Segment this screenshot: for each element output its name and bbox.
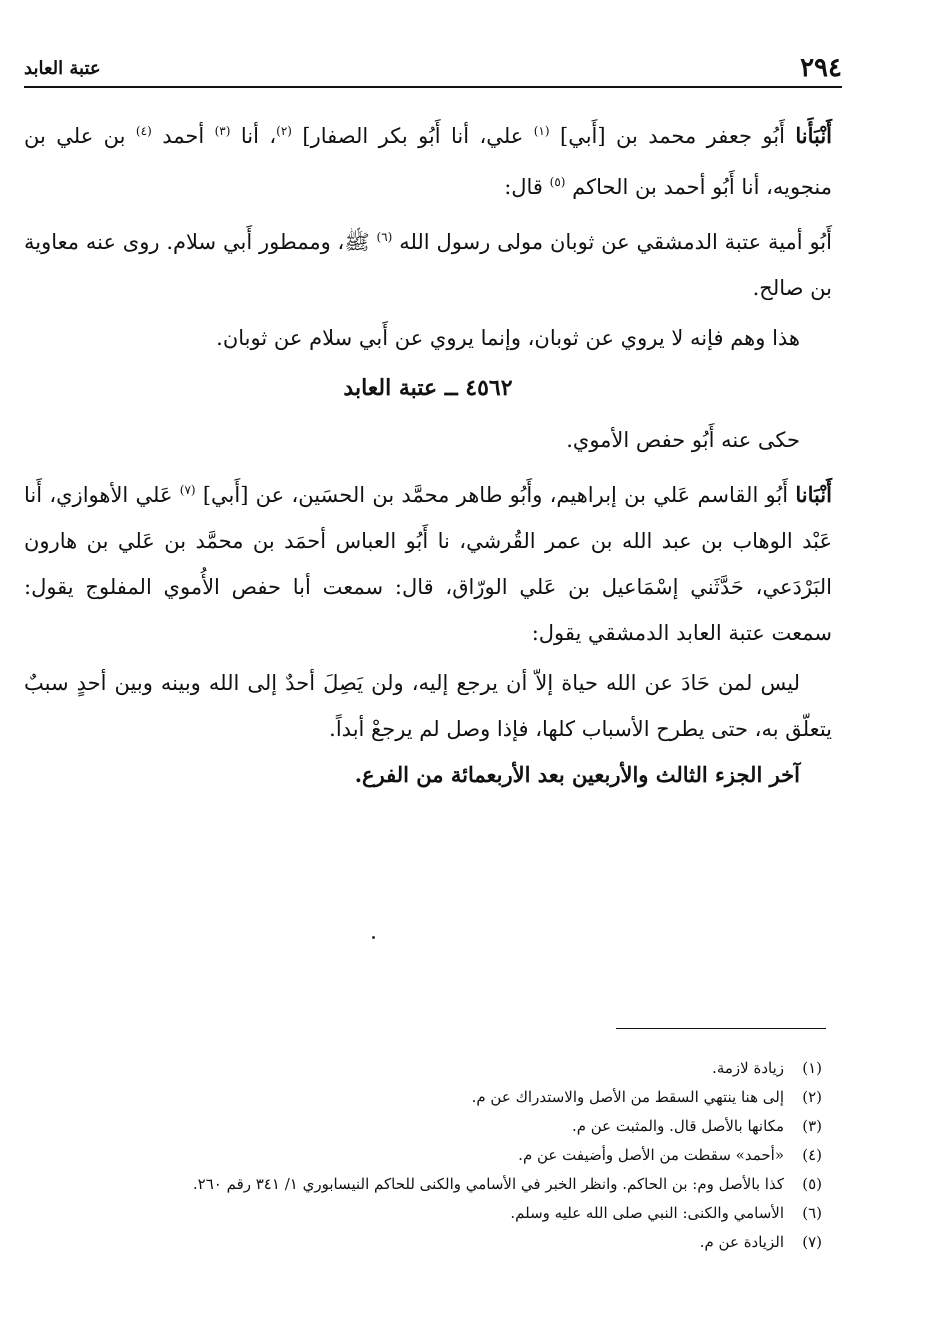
footnote-number: (٤) xyxy=(802,1146,822,1164)
print-speck xyxy=(372,936,375,939)
footnote-text: كذا بالأصل وم: بن الحاكم. وانظر الخبر في الأسامي والكنى للحاكم النيسابوري ١/ ٣٤١ رقم ٢٦٠. xyxy=(192,1175,784,1193)
text-run: ﷺ، وممطور أَبي سلام. روى عنه معاوية بن صالح. xyxy=(24,230,832,300)
footnote-item xyxy=(60,1199,822,1228)
text-run: أَبُو أمية عتبة الدمشقي عن ثوبان مولى رسول الله xyxy=(399,230,832,254)
footnote-item xyxy=(60,1141,822,1170)
footnote-text: الأسامي والكنى: النبي صلى الله عليه وسلم. xyxy=(510,1204,784,1222)
page-number: ٢٩٤ xyxy=(800,53,842,83)
footnote-item xyxy=(60,1112,822,1141)
text-paragraph-3: هذا وهم فإنه لا يروي عن ثوبان، وإنما يروي عن أَبي سلام عن ثوبان. xyxy=(216,326,800,350)
text-run: قال: xyxy=(504,175,550,199)
section-heading: ٤٥٦٢ ــ عتبة العابد xyxy=(343,375,513,401)
footnote-marker[interactable]: (٢) xyxy=(276,124,292,138)
isnad-lead-word: أَنْبَانا xyxy=(795,482,832,507)
footnote-marker[interactable]: (٦) xyxy=(376,230,393,244)
footnote-marker[interactable]: (١) xyxy=(533,124,550,138)
footnotes xyxy=(60,1054,822,1257)
text-run: ، أنا xyxy=(240,124,277,148)
footnote-text: «أحمد» سقطت من الأصل وأضيفت عن م. xyxy=(518,1146,784,1164)
text-run: أَبُو القاسم عَلي بن إبراهيم، وأَبُو طاهر محمَّد بن الحسَين، عن [أَبي] xyxy=(202,483,796,507)
text-run: أحمد xyxy=(162,124,215,148)
footnote-text: زيادة لازمة. xyxy=(712,1059,784,1077)
page-header xyxy=(24,50,842,88)
footnote-number: (٢) xyxy=(802,1088,822,1106)
footnote-number: (١) xyxy=(802,1059,822,1077)
text-run: بن علي بن منجويه، أنا أَبُو أحمد بن الحاكم xyxy=(24,124,832,199)
isnad-lead-word: أَنْبَأَنا xyxy=(795,123,833,148)
text-run: عَلي الأهوازي، أَنا عَبْد الوهاب بن عبد الله بن عمر القُرشي، نا أَبُو العباس أحمَد بن محمَّد بن عَلي بن هارون البَرْدَعي، حَدَّثَني إسْمَاعيل بن عَلي الورّاق، قال: سمعت أبا حفص الأُموي المفلوج يقول: سمعت عتبة العابد الدمشقي يقول: xyxy=(24,483,832,645)
footnote-marker[interactable]: (٧) xyxy=(179,483,196,497)
isnad-paragraph-2 xyxy=(24,467,832,656)
footnote-text: مكانها بالأصل قال. والمثبت عن م. xyxy=(571,1117,784,1135)
footnote-item xyxy=(60,1054,822,1083)
footnote-separator xyxy=(616,1028,826,1029)
text-paragraph-2 xyxy=(24,214,832,311)
text-paragraph-4: حكى عنه أَبُو حفص الأموي. xyxy=(566,428,800,452)
footnote-text: إلى هنا ينتهي السقط من الأصل والاستدراك عن م. xyxy=(471,1088,784,1106)
footnote-marker[interactable]: (٥) xyxy=(549,175,566,189)
footnote-item xyxy=(60,1170,822,1199)
quote-paragraph: ليس لمن حَادَ عن الله حياة إلاّ أن يرجع إليه، ولن يَصِلَ أحدٌ إلى الله وبينه وبين أحدٍ سببٌ يتعلّق به، حتى يطرح الأسباب كلها، فإذا وصل لم يرجعْ أبداً. xyxy=(24,671,832,741)
closing-line: آخر الجزء الثالث والأربعين بعد الأربعمائة من الفرع. xyxy=(354,762,800,787)
footnote-number: (٣) xyxy=(802,1117,822,1135)
footnote-marker[interactable]: (٤) xyxy=(135,124,152,138)
text-run: علي، أنا أَبُو بكر الصفار] xyxy=(302,124,534,148)
main-text xyxy=(24,108,832,798)
footnote-number: (٧) xyxy=(802,1233,822,1251)
footnote-item xyxy=(60,1083,822,1112)
footnote-number: (٥) xyxy=(802,1175,822,1193)
isnad-paragraph-1 xyxy=(24,108,832,210)
footnote-item xyxy=(60,1228,822,1257)
footnote-marker[interactable]: (٣) xyxy=(214,124,231,138)
footnote-text: الزيادة عن م. xyxy=(699,1233,784,1251)
footnote-number: (٦) xyxy=(802,1204,822,1222)
running-title: عتبة العابد xyxy=(24,57,101,79)
text-run: أَبُو جعفر محمد بن [أَبي] xyxy=(560,124,796,148)
